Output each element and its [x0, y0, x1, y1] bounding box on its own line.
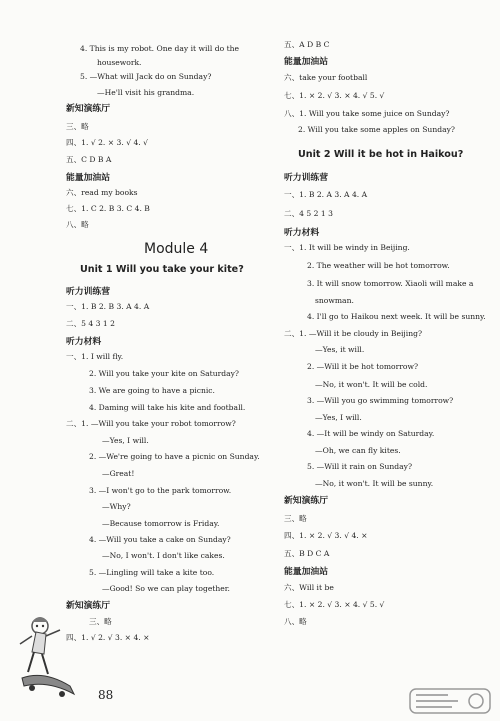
answer-line: 八、1. Will you take some juice on Sunday?: [284, 109, 450, 118]
answer-line: 五、A D B C: [284, 40, 330, 49]
section-heading: 听力训练营: [66, 287, 110, 297]
unit-2-title: Unit 2 Will it be hot in Haikou?: [298, 149, 464, 160]
answer-line: 三、略: [89, 617, 112, 626]
section-heading: 新知演练厅: [284, 496, 328, 506]
answer-line: 4. I'll go to Haikou next week. It will be sunny.: [307, 312, 486, 321]
answer-line: 七、1. × 2. √ 3. × 4. √ 5. √: [284, 600, 385, 609]
answer-line: 3. —Will you go swimming tomorrow?: [307, 396, 454, 405]
answer-line: snowman.: [315, 296, 354, 305]
answer-line: housework.: [97, 58, 142, 67]
section-heading: 能量加油站: [284, 567, 328, 577]
skateboard-boy-cartoon-icon: [14, 612, 80, 712]
watermark-logo-icon: [408, 687, 492, 715]
answer-line: 七、1. × 2. √ 3. × 4. √ 5. √: [284, 91, 385, 100]
answer-line: 3. It will snow tomorrow. Xiaoli will make a: [307, 279, 474, 288]
answer-line: —No, I won't. I don't like cakes.: [102, 551, 225, 560]
answer-line: 四、1. × 2. √ 3. √ 4. ×: [284, 531, 368, 540]
answer-line: 七、1. C 2. B 3. C 4. B: [66, 204, 150, 213]
unit-1-title: Unit 1 Will you take your kite?: [80, 264, 244, 275]
answer-line: 一、1. B 2. A 3. A 4. A: [284, 190, 368, 199]
answer-line: —No, it won't. It will be cold.: [315, 380, 428, 389]
answer-line: —No, it won't. It will be sunny.: [315, 479, 434, 488]
answer-line: 5. —Lingling will take a kite too.: [89, 568, 215, 577]
answer-line: 5. —What will Jack do on Sunday?: [80, 72, 212, 81]
answer-line: —Because tomorrow is Friday.: [102, 519, 220, 528]
section-heading: 新知演练厅: [66, 601, 110, 611]
answer-line: 六、read my books: [66, 188, 138, 197]
answer-line: 4. This is my robot. One day it will do the: [80, 44, 240, 53]
answer-line: —He'll visit his grandma.: [97, 88, 195, 97]
page-number: 88: [98, 688, 114, 702]
answer-line: 2. —Will it be hot tomorrow?: [307, 362, 419, 371]
answer-line: 三、略: [66, 122, 89, 131]
answer-line: 5. —Will it rain on Sunday?: [307, 462, 413, 471]
answer-line: 四、1. √ 2. × 3. √ 4. √: [66, 138, 148, 147]
answer-line: 3. We are going to have a picnic.: [89, 386, 215, 395]
section-heading: 听力材料: [284, 228, 320, 238]
answer-line: 4. —It will be windy on Saturday.: [307, 429, 435, 438]
answer-line: 二、4 5 2 1 3: [284, 209, 333, 218]
answer-line: 五、B D C A: [284, 549, 330, 558]
answer-line: 2. Will you take your kite on Saturday?: [89, 369, 239, 378]
answer-line: —Yes, it will.: [315, 345, 365, 354]
module-title: Module 4: [144, 241, 209, 257]
answer-line: 二、1. —Will you take your robot tomorrow?: [66, 419, 236, 428]
answer-line: —Good! So we can play together.: [102, 584, 230, 593]
answer-line: 2. The weather will be hot tomorrow.: [307, 261, 450, 270]
answer-line: —Yes, I will.: [315, 413, 362, 422]
answer-line: 二、5 4 3 1 2: [66, 319, 115, 328]
section-heading: 能量加油站: [66, 173, 110, 183]
answer-line: —Yes, I will.: [102, 436, 149, 445]
section-heading: 听力训练营: [284, 173, 328, 183]
answer-line: 二、1. —Will it be cloudy in Beijing?: [284, 329, 423, 338]
answer-line: —Why?: [102, 502, 131, 511]
answer-line: 五、C D B A: [66, 155, 112, 164]
answer-line: 一、1. B 2. B 3. A 4. A: [66, 302, 150, 311]
answer-line: —Great!: [102, 469, 135, 478]
section-heading: 听力材料: [66, 337, 102, 347]
section-heading: 能量加油站: [284, 57, 328, 67]
answer-line: 一、1. I will fly.: [66, 352, 124, 361]
answer-line: 三、略: [284, 514, 307, 523]
answer-line: 2. Will you take some apples on Sunday?: [298, 125, 455, 134]
answer-line: 2. —We're going to have a picnic on Sunday.: [89, 452, 260, 461]
answer-line: 四、1. √ 2. √ 3. × 4. ×: [66, 633, 150, 642]
answer-line: 六、Will it be: [284, 583, 334, 592]
answer-line: 六、take your football: [284, 73, 368, 82]
answer-line: 3. —I won't go to the park tomorrow.: [89, 486, 232, 495]
answer-line: 4. —Will you take a cake on Sunday?: [89, 535, 231, 544]
answer-line: 4. Daming will take his kite and football.: [89, 403, 246, 412]
section-heading: 新知演练厅: [66, 104, 110, 114]
answer-line: —Oh, we can fly kites.: [315, 446, 401, 455]
answer-line: 八、略: [66, 220, 89, 229]
answer-line: 八、略: [284, 617, 307, 626]
answer-line: 一、1. It will be windy in Beijing.: [284, 243, 410, 252]
